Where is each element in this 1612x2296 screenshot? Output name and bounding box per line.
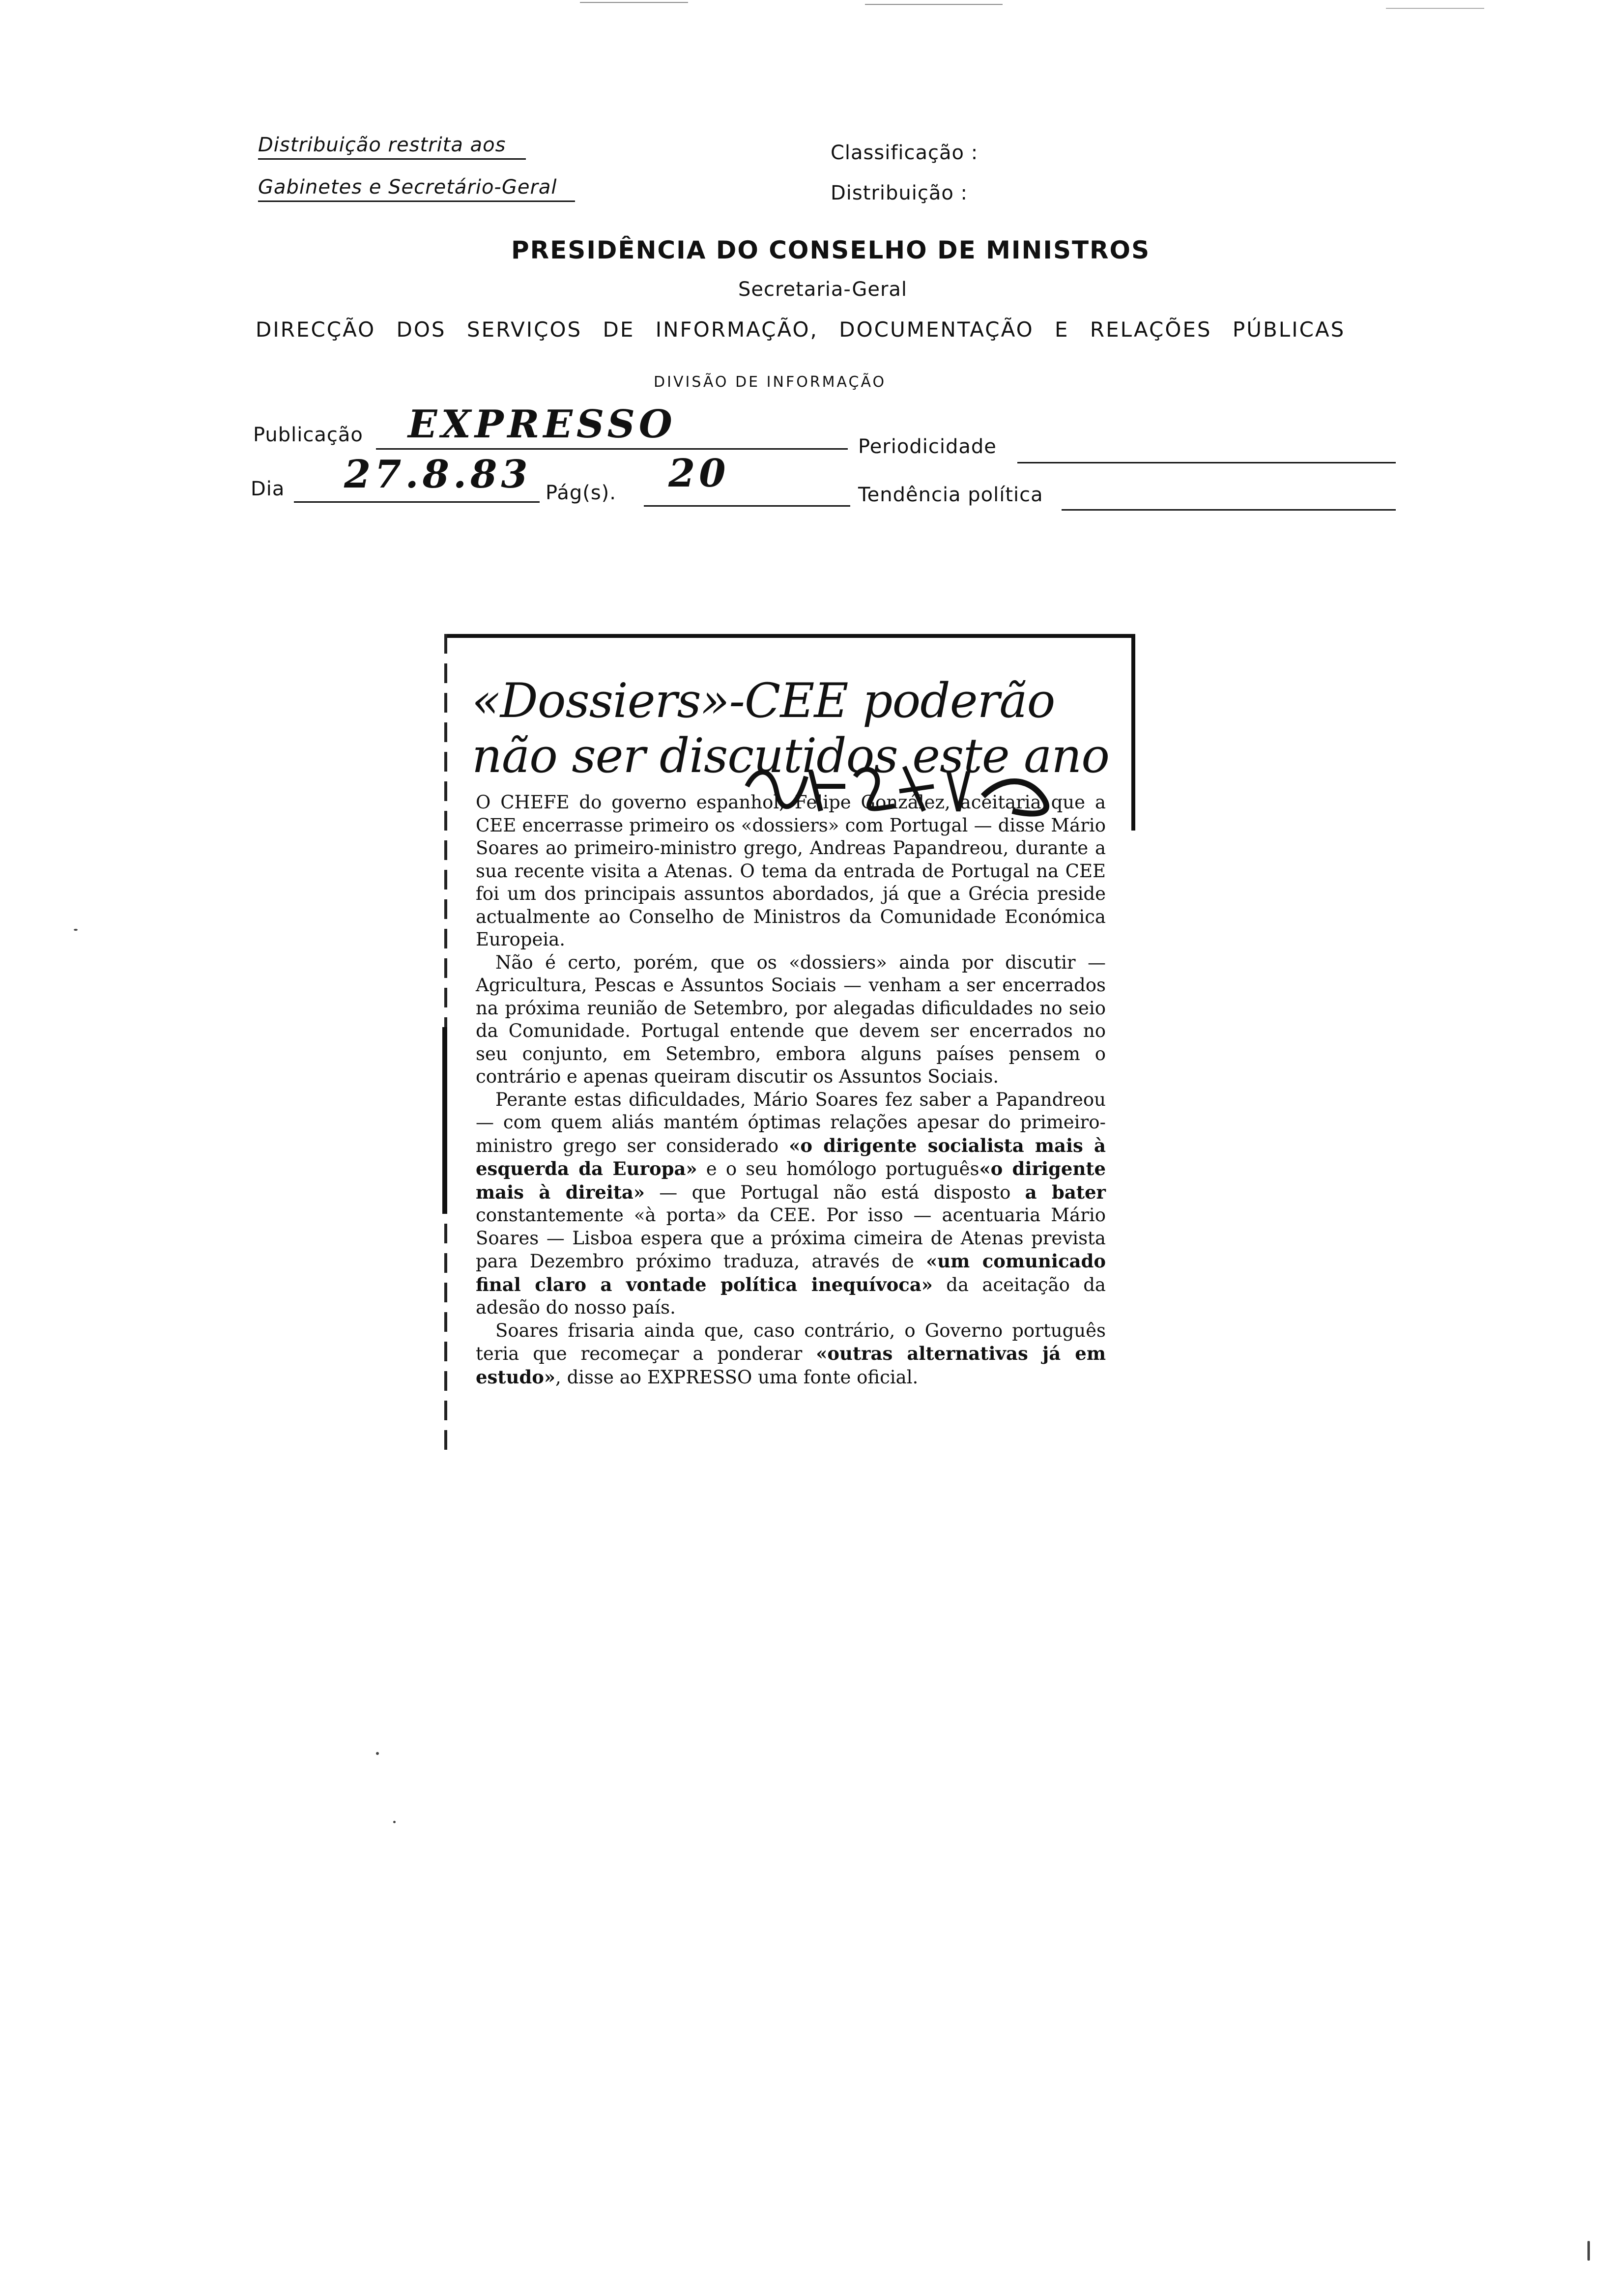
p3-quote-comunicado: «um comunicado final claro a vontade política inequívoca» — [476, 1250, 1106, 1295]
pags-handwritten: 20 — [668, 451, 730, 496]
headline-line2: não ser discutidos este ano — [472, 728, 1110, 783]
headline-line1: «Dossiers»-CEE poderão — [472, 673, 1055, 728]
dia-label: Dia — [251, 478, 285, 500]
dia-handwritten: 27.8.83 — [344, 452, 532, 497]
scan-mark — [865, 4, 1003, 5]
p3-quote-left: «o dirigente socialista mais à esquerda da Europa» — [476, 1134, 1106, 1179]
scan-mark — [1386, 8, 1484, 9]
periodicidade-label: Periodicidade — [858, 435, 997, 458]
pags-label: Pág(s). — [546, 482, 616, 504]
p3-text-i: da aceitação da adesão do nosso país. — [476, 1274, 1106, 1318]
clipping-border-left-solid — [442, 1027, 447, 1214]
direccao-servicos: DIRECÇÃO DOS SERVIÇOS DE INFORMAÇÃO, DOCUMENTAÇÃO E RELAÇÕES PÚBLICAS — [256, 317, 1346, 342]
scan-speck — [1587, 2241, 1590, 2261]
scan-speck — [74, 929, 78, 931]
distribution-restricted-line1: Distribuição restrita aos — [258, 134, 526, 160]
article-paragraph-2: Não é certo, porém, que os «dossiers» ainda por discutir — Agricultura, Pescas e Assuntos Sociais — venham a ser encerrados na próxima reunião de Setembro, por alegadas dificuldades no seio da Comunidade. Portugal entende que devem ser encerrados no seu conjunto, em Setembro, embora alguns países pensem o contrário e apenas queiram discutir os Assuntos Sociais. — [476, 951, 1106, 1087]
secretaria-geral: Secretaria-Geral — [738, 278, 908, 301]
pags-line — [644, 505, 850, 507]
scan-speck — [376, 1752, 379, 1755]
p4-text-a: Soares frisaria ainda que, caso contrário, o Governo português teria que recomeçar a ponderar — [476, 1320, 1106, 1364]
dia-line — [294, 501, 540, 503]
p3-text-a: Perante estas dificuldades, Mário Soares fez saber a Papandreou — com quem aliás mantém óptimas relações apesar do primeiro-ministro grego ser considerado — [476, 1089, 1106, 1156]
periodicidade-line — [1017, 462, 1396, 463]
publicacao-handwritten: EXPRESSO — [408, 402, 676, 447]
scan-mark — [580, 2, 688, 3]
p3-text-e: — que Portugal não está disposto — [645, 1181, 1025, 1203]
article-paragraph-4 — [476, 1320, 1106, 1389]
p3-a-bater: a bater — [1025, 1181, 1106, 1203]
p3-text-c: e o seu homólogo português — [697, 1158, 979, 1179]
divisao-informacao: DIVISÃO DE INFORMAÇÃO — [654, 373, 887, 391]
classificacao-label: Classificação : — [831, 142, 979, 164]
p4-quote-alternativas: «outras alternativas já em estudo» — [476, 1343, 1106, 1388]
scan-speck — [393, 1821, 396, 1823]
article-body — [476, 791, 1106, 1389]
distribution-restricted-line2: Gabinetes e Secretário-Geral — [258, 176, 575, 202]
tendencia-line — [1062, 509, 1396, 511]
distribuicao-label: Distribuição : — [831, 182, 968, 204]
p3-text-g: constantemente «à porta» da CEE. Por isso — acentuaria Mário Soares — Lisboa espera que a próxima cimeira de Atenas prevista para Dezembro próximo traduza, através de — [476, 1205, 1106, 1272]
article-paragraph-3 — [476, 1089, 1106, 1320]
p3-quote-right: «o dirigente mais à direita» — [476, 1158, 1106, 1203]
publicacao-label: Publicação — [253, 424, 363, 446]
article-paragraph-1: O CHEFE do governo espanhol, Felipe González, aceitaria que a CEE encerrasse primeiro os «dossiers» com Portugal — disse Mário Soares ao primeiro-ministro grego, Andreas Papandreou, durante a sua recente visita a Atenas. O tema da entrada de Portugal na CEE foi um dos principais assuntos abordados, já que a Grécia preside actualmente ao Conselho de Ministros da Comunidade Económica Europeia. — [476, 792, 1106, 950]
tendencia-label: Tendência política — [858, 484, 1043, 506]
publicacao-line — [376, 448, 848, 450]
presidencia-title: PRESIDÊNCIA DO CONSELHO DE MINISTROS — [511, 236, 1151, 264]
p4-text-c: , disse ao EXPRESSO uma fonte oficial. — [555, 1366, 919, 1388]
clipping-border-top — [447, 634, 1135, 638]
